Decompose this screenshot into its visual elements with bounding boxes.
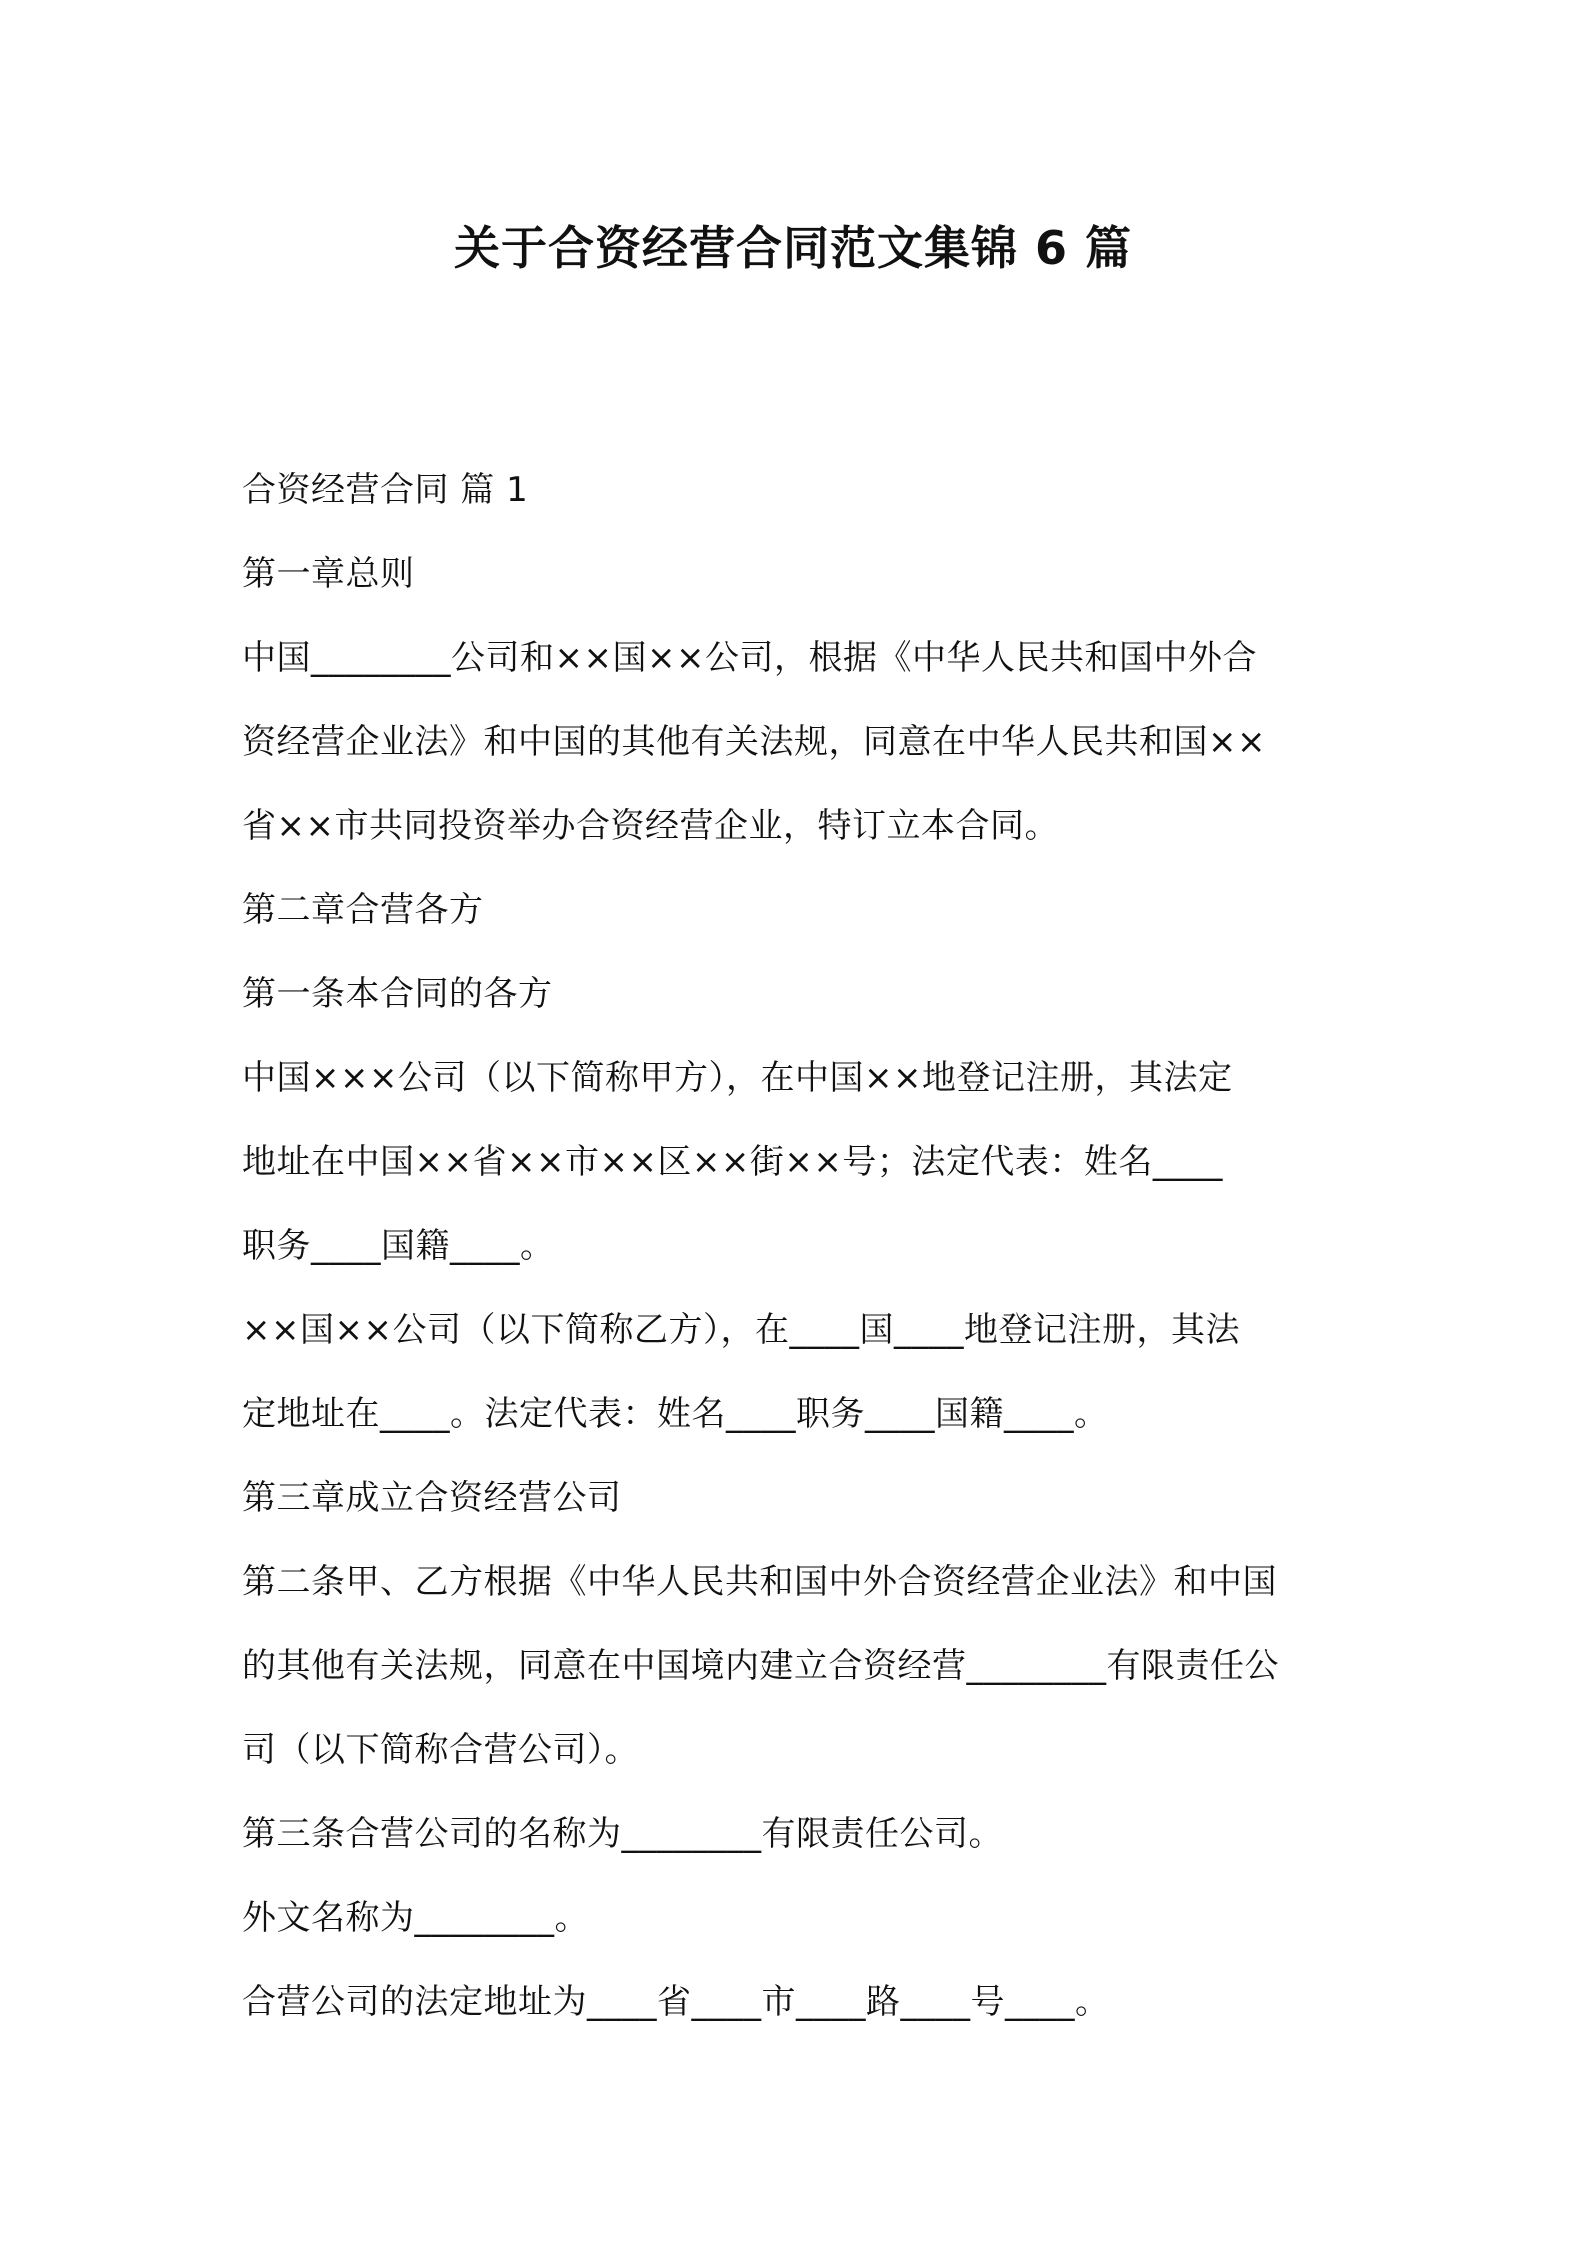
paragraph-line: 资经营企业法》和中国的其他有关法规，同意在中华人民共和国××	[242, 722, 1266, 762]
paragraph-line: 定地址在____。法定代表：姓名____职务____国籍____。	[242, 1394, 1109, 1434]
paragraph-line: ××国××公司（以下简称乙方），在____国____地登记注册，其法	[242, 1310, 1240, 1350]
paragraph-line: 外文名称为________。	[242, 1898, 589, 1938]
paragraph-line: 第三条合营公司的名称为________有限责任公司。	[242, 1814, 1003, 1854]
paragraph-line: 合营公司的法定地址为____省____市____路____号____。	[242, 1982, 1110, 2022]
paragraph-line: 的其他有关法规，同意在中国境内建立合资经营________有限责任公	[242, 1646, 1279, 1686]
paragraph-line: 第二条甲、乙方根据《中华人民共和国中外合资经营企业法》和中国	[242, 1562, 1277, 1602]
paragraph-line: 中国×××公司（以下简称甲方），在中国××地登记注册，其法定	[242, 1058, 1233, 1098]
chapter-heading-3: 第三章成立合资经营公司	[242, 1478, 622, 1518]
chapter-heading-1: 第一章总则	[242, 554, 415, 594]
document-body	[242, 448, 1354, 2044]
article-heading-1: 第一条本合同的各方	[242, 974, 553, 1014]
paragraph-line: 地址在中国××省××市××区××街××号；法定代表：姓名____	[242, 1142, 1223, 1182]
section-heading-part-1: 合资经营合同 篇 1	[242, 470, 529, 510]
chapter-heading-2: 第二章合营各方	[242, 890, 484, 930]
paragraph-line: 司（以下简称合营公司）。	[242, 1730, 639, 1770]
paragraph-line: 中国________公司和××国××公司，根据《中华人民共和国中外合	[242, 638, 1257, 678]
paragraph-line: 省××市共同投资举办合资经营企业，特订立本合同。	[242, 806, 1059, 846]
document-title: 关于合资经营合同范文集锦 6 篇	[453, 221, 1133, 275]
paragraph-line: 职务____国籍____。	[242, 1226, 555, 1266]
